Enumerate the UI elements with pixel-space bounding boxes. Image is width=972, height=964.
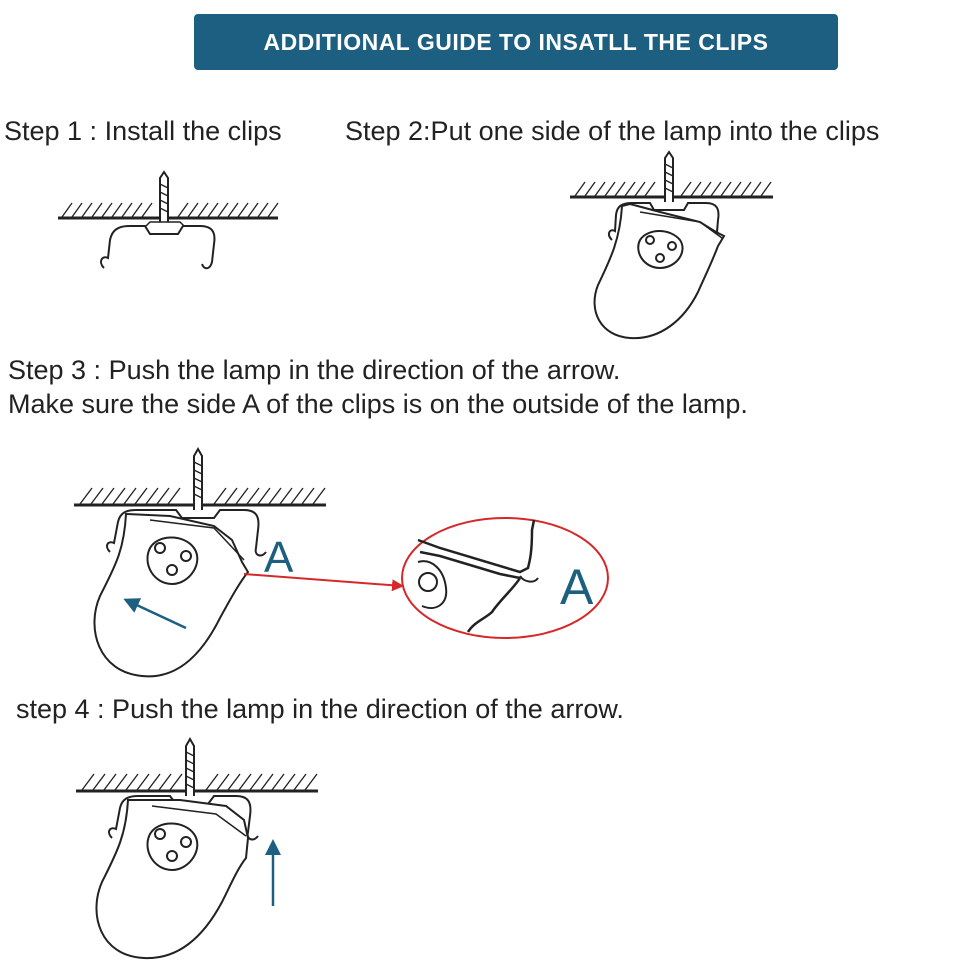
zoom-callout: [402, 518, 608, 638]
step-1-diagram: [58, 172, 278, 268]
title-text: ADDITIONAL GUIDE TO INSATLL THE CLIPS: [263, 28, 769, 55]
step-3-note: Make sure the side A of the clips is on the outside of the lamp.: [8, 389, 748, 419]
step-4-label: step 4 : Push the lamp in the direction of the arrow.: [16, 694, 624, 724]
clip: [101, 226, 214, 268]
screw: [160, 172, 168, 222]
callout-a-label: A: [560, 559, 594, 615]
screw: [194, 449, 202, 510]
callout-hole: [419, 573, 437, 591]
step-1-label: Step 1 : Install the clips: [4, 116, 282, 146]
lamp-body: [595, 204, 724, 338]
screw: [665, 152, 673, 202]
step-3-label: Step 3 : Push the lamp in the direction of the arrow.: [8, 355, 621, 385]
side-a-label: A: [264, 533, 294, 582]
ceiling-hatch: [82, 774, 317, 790]
ceiling-hatch: [62, 203, 278, 217]
step-2-diagram: [570, 152, 773, 338]
step-2-label: Step 2:Put one side of the lamp into the clips: [345, 116, 880, 146]
screw: [186, 739, 194, 796]
step-3-diagram: [74, 449, 402, 676]
step-4-diagram: [76, 739, 318, 958]
